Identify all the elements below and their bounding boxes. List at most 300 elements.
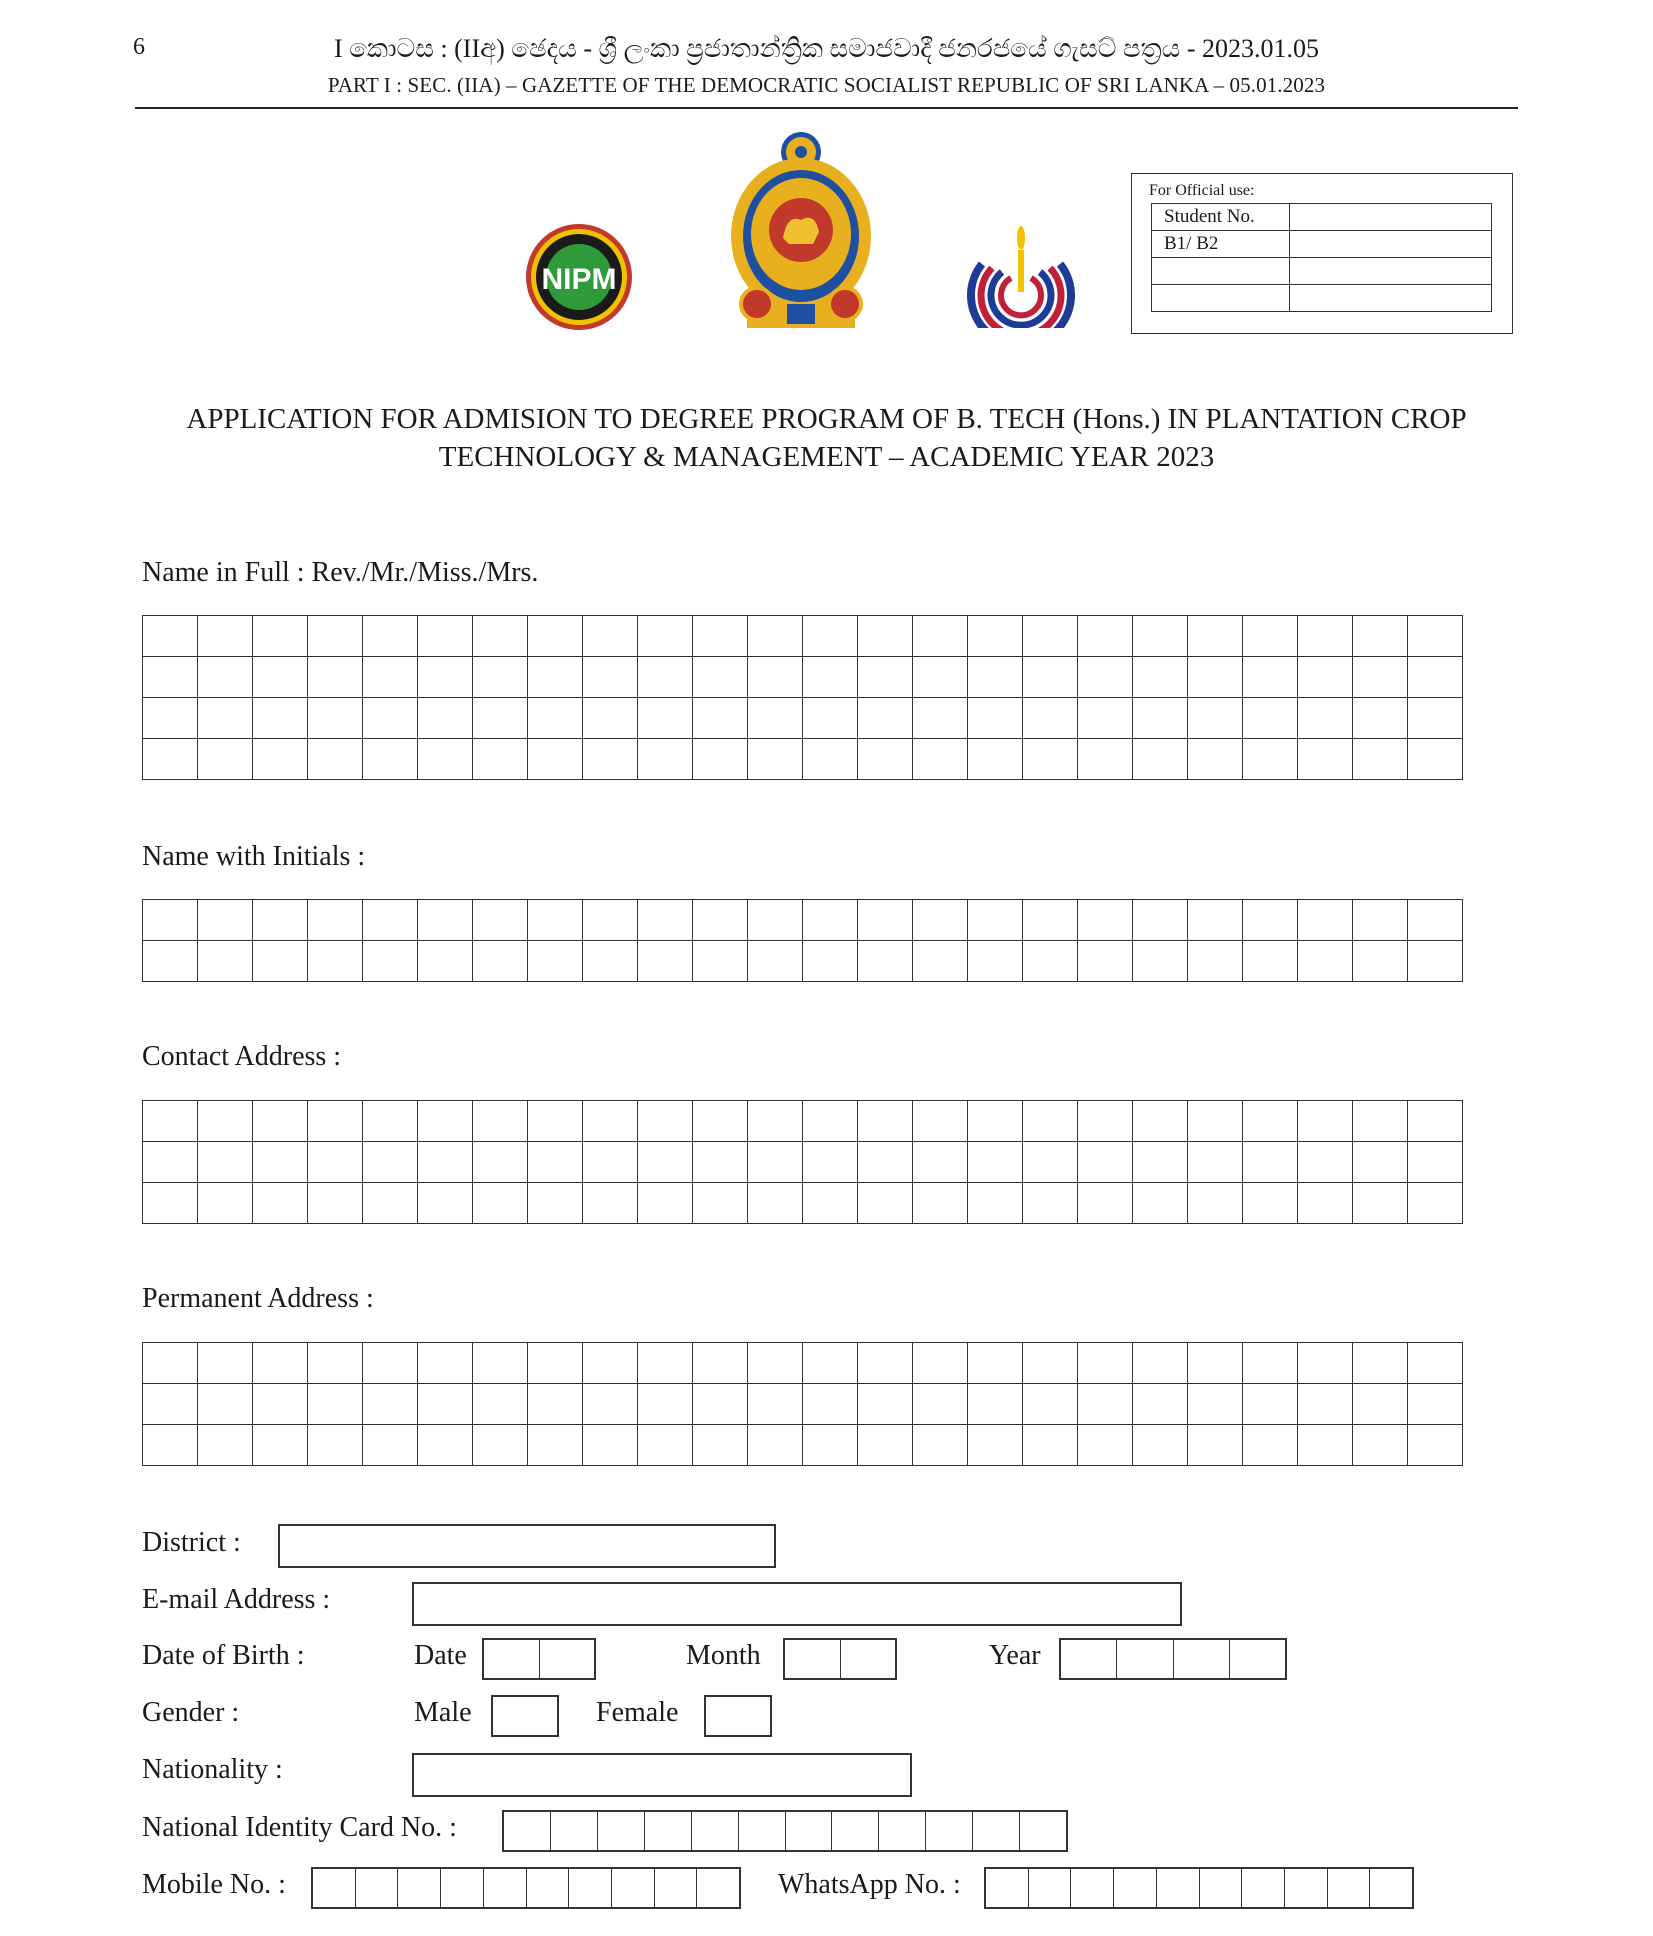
character-cell[interactable] <box>638 1384 693 1425</box>
character-cell[interactable] <box>693 941 748 982</box>
digit-cell[interactable] <box>568 1869 611 1907</box>
character-cell[interactable] <box>803 1183 858 1224</box>
character-cell[interactable] <box>1133 739 1188 780</box>
character-cell[interactable] <box>693 616 748 657</box>
digit-cell[interactable] <box>1070 1869 1113 1907</box>
character-cell[interactable] <box>1133 941 1188 982</box>
character-cell[interactable] <box>198 1343 253 1384</box>
character-cell[interactable] <box>1023 739 1078 780</box>
character-cell[interactable] <box>748 1425 803 1466</box>
character-cell[interactable] <box>418 1384 473 1425</box>
character-cell[interactable] <box>1243 1343 1298 1384</box>
character-cell[interactable] <box>363 698 418 739</box>
character-cell[interactable] <box>363 1142 418 1183</box>
character-cell[interactable] <box>748 900 803 941</box>
gender-male-checkbox[interactable] <box>491 1695 559 1737</box>
character-cell[interactable] <box>473 1142 528 1183</box>
character-cell[interactable] <box>253 698 308 739</box>
character-cell[interactable] <box>528 900 583 941</box>
character-cell[interactable] <box>363 1384 418 1425</box>
character-cell[interactable] <box>1188 1142 1243 1183</box>
character-cell[interactable] <box>1298 900 1353 941</box>
character-cell[interactable] <box>1298 739 1353 780</box>
character-cell[interactable] <box>858 1101 913 1142</box>
digit-cell[interactable] <box>611 1869 654 1907</box>
character-cell[interactable] <box>1188 698 1243 739</box>
digit-cell[interactable] <box>440 1869 483 1907</box>
character-cell[interactable] <box>1408 941 1463 982</box>
character-cell[interactable] <box>473 941 528 982</box>
character-cell[interactable] <box>198 616 253 657</box>
character-cell[interactable] <box>528 1343 583 1384</box>
character-cell[interactable] <box>253 657 308 698</box>
character-cell[interactable] <box>858 616 913 657</box>
character-cell[interactable] <box>1133 657 1188 698</box>
digit-cell[interactable] <box>785 1640 840 1678</box>
character-cell[interactable] <box>803 1384 858 1425</box>
character-cell[interactable] <box>913 1343 968 1384</box>
digit-cell[interactable] <box>840 1640 896 1678</box>
official-use-value[interactable] <box>1290 285 1492 312</box>
character-cell[interactable] <box>1298 1183 1353 1224</box>
digit-cell[interactable] <box>397 1869 440 1907</box>
character-cell[interactable] <box>1078 1101 1133 1142</box>
character-cell[interactable] <box>1243 657 1298 698</box>
character-cell[interactable] <box>913 616 968 657</box>
character-cell[interactable] <box>968 616 1023 657</box>
character-cell[interactable] <box>693 1425 748 1466</box>
character-cell[interactable] <box>913 900 968 941</box>
digit-cell[interactable] <box>1241 1869 1284 1907</box>
character-cell[interactable] <box>1353 900 1408 941</box>
character-cell[interactable] <box>638 900 693 941</box>
character-cell[interactable] <box>748 698 803 739</box>
digit-cell[interactable] <box>484 1640 539 1678</box>
digit-cell[interactable] <box>654 1869 697 1907</box>
character-cell[interactable] <box>638 739 693 780</box>
digit-cell[interactable] <box>1156 1869 1199 1907</box>
character-cell[interactable] <box>1023 1183 1078 1224</box>
character-cell[interactable] <box>528 739 583 780</box>
digit-cell[interactable] <box>1173 1640 1229 1678</box>
nic-field[interactable] <box>502 1810 1068 1852</box>
character-cell[interactable] <box>418 1425 473 1466</box>
character-cell[interactable] <box>253 1384 308 1425</box>
character-cell[interactable] <box>418 1183 473 1224</box>
character-cell[interactable] <box>1353 1384 1408 1425</box>
nationality-field[interactable] <box>412 1753 912 1797</box>
character-cell[interactable] <box>1133 1183 1188 1224</box>
digit-cell[interactable] <box>539 1640 595 1678</box>
character-cell[interactable] <box>1133 698 1188 739</box>
character-cell[interactable] <box>1298 1425 1353 1466</box>
character-cell[interactable] <box>583 941 638 982</box>
character-cell[interactable] <box>308 1384 363 1425</box>
character-cell[interactable] <box>1353 1101 1408 1142</box>
digit-cell[interactable] <box>972 1812 1019 1850</box>
character-cell[interactable] <box>583 657 638 698</box>
character-cell[interactable] <box>1023 1101 1078 1142</box>
character-cell[interactable] <box>1078 1183 1133 1224</box>
character-cell[interactable] <box>693 1183 748 1224</box>
character-cell[interactable] <box>1243 1142 1298 1183</box>
character-cell[interactable] <box>913 698 968 739</box>
character-cell[interactable] <box>143 657 198 698</box>
character-cell[interactable] <box>1188 1384 1243 1425</box>
character-cell[interactable] <box>1078 941 1133 982</box>
character-cell[interactable] <box>1133 900 1188 941</box>
character-cell[interactable] <box>528 941 583 982</box>
character-cell[interactable] <box>1023 1425 1078 1466</box>
character-cell[interactable] <box>473 1384 528 1425</box>
gender-female-checkbox[interactable] <box>704 1695 772 1737</box>
digit-cell[interactable] <box>550 1812 597 1850</box>
character-cell[interactable] <box>1188 657 1243 698</box>
character-cell[interactable] <box>1408 739 1463 780</box>
character-cell[interactable] <box>1408 1343 1463 1384</box>
official-use-value[interactable] <box>1290 258 1492 285</box>
character-cell[interactable] <box>1188 1183 1243 1224</box>
character-cell[interactable] <box>198 657 253 698</box>
character-cell[interactable] <box>968 1343 1023 1384</box>
character-cell[interactable] <box>1298 698 1353 739</box>
character-cell[interactable] <box>1133 1384 1188 1425</box>
character-cell[interactable] <box>968 657 1023 698</box>
character-cell[interactable] <box>583 1343 638 1384</box>
character-cell[interactable] <box>253 1142 308 1183</box>
character-cell[interactable] <box>308 1101 363 1142</box>
character-cell[interactable] <box>803 698 858 739</box>
character-cell[interactable] <box>968 900 1023 941</box>
character-cell[interactable] <box>143 1343 198 1384</box>
character-cell[interactable] <box>143 941 198 982</box>
character-cell[interactable] <box>1408 1101 1463 1142</box>
character-cell[interactable] <box>913 739 968 780</box>
character-cell[interactable] <box>528 657 583 698</box>
digit-cell[interactable] <box>526 1869 569 1907</box>
character-cell[interactable] <box>638 1425 693 1466</box>
character-cell[interactable] <box>583 616 638 657</box>
character-cell[interactable] <box>528 1101 583 1142</box>
character-cell[interactable] <box>143 1142 198 1183</box>
character-cell[interactable] <box>363 739 418 780</box>
digit-cell[interactable] <box>986 1869 1028 1907</box>
character-cell[interactable] <box>1243 941 1298 982</box>
character-cell[interactable] <box>143 1384 198 1425</box>
character-cell[interactable] <box>308 1142 363 1183</box>
character-cell[interactable] <box>1353 1343 1408 1384</box>
character-cell[interactable] <box>198 1425 253 1466</box>
character-cell[interactable] <box>528 1183 583 1224</box>
character-cell[interactable] <box>1188 1425 1243 1466</box>
character-cell[interactable] <box>748 1384 803 1425</box>
character-cell[interactable] <box>253 1183 308 1224</box>
character-cell[interactable] <box>693 1101 748 1142</box>
character-cell[interactable] <box>693 1142 748 1183</box>
character-cell[interactable] <box>913 1183 968 1224</box>
character-cell[interactable] <box>253 1425 308 1466</box>
character-cell[interactable] <box>803 616 858 657</box>
character-cell[interactable] <box>143 698 198 739</box>
character-cell[interactable] <box>1408 1183 1463 1224</box>
digit-cell[interactable] <box>696 1869 739 1907</box>
character-cell[interactable] <box>1023 1142 1078 1183</box>
character-cell[interactable] <box>583 1384 638 1425</box>
character-cell[interactable] <box>1023 616 1078 657</box>
character-cell[interactable] <box>1408 1384 1463 1425</box>
character-cell[interactable] <box>143 739 198 780</box>
character-cell[interactable] <box>308 616 363 657</box>
character-cell[interactable] <box>638 1142 693 1183</box>
character-cell[interactable] <box>308 1425 363 1466</box>
character-cell[interactable] <box>528 1425 583 1466</box>
character-cell[interactable] <box>858 941 913 982</box>
character-cell[interactable] <box>583 1425 638 1466</box>
character-cell[interactable] <box>308 739 363 780</box>
character-cell[interactable] <box>1078 1384 1133 1425</box>
character-cell[interactable] <box>1133 616 1188 657</box>
digit-cell[interactable] <box>1019 1812 1066 1850</box>
character-cell[interactable] <box>1023 657 1078 698</box>
character-cell[interactable] <box>748 1142 803 1183</box>
character-cell[interactable] <box>1023 941 1078 982</box>
dob-date-field[interactable] <box>482 1638 596 1680</box>
character-cell[interactable] <box>1078 1142 1133 1183</box>
character-cell[interactable] <box>363 1343 418 1384</box>
district-field[interactable] <box>278 1524 776 1568</box>
character-cell[interactable] <box>1243 616 1298 657</box>
character-cell[interactable] <box>363 1101 418 1142</box>
character-cell[interactable] <box>1353 1142 1408 1183</box>
character-cell[interactable] <box>968 941 1023 982</box>
character-cell[interactable] <box>968 1384 1023 1425</box>
character-cell[interactable] <box>968 1101 1023 1142</box>
character-cell[interactable] <box>363 941 418 982</box>
character-cell[interactable] <box>583 1183 638 1224</box>
character-cell[interactable] <box>803 1343 858 1384</box>
character-cell[interactable] <box>858 900 913 941</box>
character-cell[interactable] <box>143 616 198 657</box>
character-cell[interactable] <box>1353 739 1408 780</box>
character-cell[interactable] <box>1298 1142 1353 1183</box>
character-cell[interactable] <box>1188 900 1243 941</box>
character-cell[interactable] <box>1408 698 1463 739</box>
character-cell[interactable] <box>968 1183 1023 1224</box>
character-cell[interactable] <box>198 941 253 982</box>
character-cell[interactable] <box>748 739 803 780</box>
character-cell[interactable] <box>1078 739 1133 780</box>
digit-cell[interactable] <box>785 1812 832 1850</box>
character-cell[interactable] <box>638 941 693 982</box>
character-cell[interactable] <box>1188 616 1243 657</box>
character-cell[interactable] <box>693 739 748 780</box>
character-cell[interactable] <box>1023 1343 1078 1384</box>
mobile-field[interactable] <box>311 1867 741 1909</box>
name-initials-grid[interactable] <box>142 899 1463 982</box>
email-field[interactable] <box>412 1582 1182 1626</box>
character-cell[interactable] <box>803 657 858 698</box>
character-cell[interactable] <box>1243 1183 1298 1224</box>
character-cell[interactable] <box>308 941 363 982</box>
digit-cell[interactable] <box>925 1812 972 1850</box>
character-cell[interactable] <box>1298 1101 1353 1142</box>
character-cell[interactable] <box>473 900 528 941</box>
character-cell[interactable] <box>858 739 913 780</box>
digit-cell[interactable] <box>1284 1869 1327 1907</box>
character-cell[interactable] <box>858 657 913 698</box>
digit-cell[interactable] <box>878 1812 925 1850</box>
character-cell[interactable] <box>638 1343 693 1384</box>
digit-cell[interactable] <box>1113 1869 1156 1907</box>
character-cell[interactable] <box>418 739 473 780</box>
character-cell[interactable] <box>1353 1425 1408 1466</box>
character-cell[interactable] <box>418 1101 473 1142</box>
character-cell[interactable] <box>748 1343 803 1384</box>
character-cell[interactable] <box>1353 616 1408 657</box>
character-cell[interactable] <box>253 739 308 780</box>
character-cell[interactable] <box>748 616 803 657</box>
character-cell[interactable] <box>308 657 363 698</box>
character-cell[interactable] <box>1353 698 1408 739</box>
character-cell[interactable] <box>968 1142 1023 1183</box>
character-cell[interactable] <box>528 1142 583 1183</box>
character-cell[interactable] <box>858 698 913 739</box>
digit-cell[interactable] <box>355 1869 398 1907</box>
character-cell[interactable] <box>198 739 253 780</box>
character-cell[interactable] <box>913 1142 968 1183</box>
character-cell[interactable] <box>1078 900 1133 941</box>
character-cell[interactable] <box>308 1343 363 1384</box>
character-cell[interactable] <box>143 1101 198 1142</box>
character-cell[interactable] <box>1353 657 1408 698</box>
character-cell[interactable] <box>1408 1425 1463 1466</box>
character-cell[interactable] <box>198 1142 253 1183</box>
character-cell[interactable] <box>693 900 748 941</box>
character-cell[interactable] <box>913 941 968 982</box>
character-cell[interactable] <box>858 1425 913 1466</box>
character-cell[interactable] <box>418 1142 473 1183</box>
character-cell[interactable] <box>968 1425 1023 1466</box>
character-cell[interactable] <box>198 900 253 941</box>
character-cell[interactable] <box>1298 1343 1353 1384</box>
digit-cell[interactable] <box>504 1812 550 1850</box>
character-cell[interactable] <box>308 698 363 739</box>
character-cell[interactable] <box>253 900 308 941</box>
character-cell[interactable] <box>1298 1384 1353 1425</box>
character-cell[interactable] <box>1298 657 1353 698</box>
digit-cell[interactable] <box>1199 1869 1242 1907</box>
character-cell[interactable] <box>583 1142 638 1183</box>
character-cell[interactable] <box>528 698 583 739</box>
character-cell[interactable] <box>1298 616 1353 657</box>
character-cell[interactable] <box>363 900 418 941</box>
digit-cell[interactable] <box>831 1812 878 1850</box>
character-cell[interactable] <box>638 698 693 739</box>
character-cell[interactable] <box>858 1384 913 1425</box>
digit-cell[interactable] <box>1369 1869 1412 1907</box>
character-cell[interactable] <box>1023 900 1078 941</box>
character-cell[interactable] <box>748 1101 803 1142</box>
character-cell[interactable] <box>473 739 528 780</box>
character-cell[interactable] <box>1243 698 1298 739</box>
character-cell[interactable] <box>693 657 748 698</box>
character-cell[interactable] <box>198 1384 253 1425</box>
character-cell[interactable] <box>308 900 363 941</box>
character-cell[interactable] <box>1023 698 1078 739</box>
character-cell[interactable] <box>1188 1343 1243 1384</box>
character-cell[interactable] <box>1078 657 1133 698</box>
character-cell[interactable] <box>528 1384 583 1425</box>
character-cell[interactable] <box>363 1183 418 1224</box>
character-cell[interactable] <box>143 1425 198 1466</box>
character-cell[interactable] <box>803 941 858 982</box>
character-cell[interactable] <box>418 1343 473 1384</box>
character-cell[interactable] <box>473 1101 528 1142</box>
digit-cell[interactable] <box>1327 1869 1370 1907</box>
character-cell[interactable] <box>968 698 1023 739</box>
character-cell[interactable] <box>308 1183 363 1224</box>
character-cell[interactable] <box>1133 1142 1188 1183</box>
character-cell[interactable] <box>913 1101 968 1142</box>
character-cell[interactable] <box>473 698 528 739</box>
character-cell[interactable] <box>198 1183 253 1224</box>
character-cell[interactable] <box>1078 1343 1133 1384</box>
character-cell[interactable] <box>858 1183 913 1224</box>
character-cell[interactable] <box>473 1425 528 1466</box>
character-cell[interactable] <box>913 1384 968 1425</box>
character-cell[interactable] <box>913 657 968 698</box>
character-cell[interactable] <box>1188 941 1243 982</box>
digit-cell[interactable] <box>1061 1640 1116 1678</box>
character-cell[interactable] <box>693 1343 748 1384</box>
name-full-grid[interactable] <box>142 615 1463 780</box>
character-cell[interactable] <box>1408 1142 1463 1183</box>
character-cell[interactable] <box>803 900 858 941</box>
character-cell[interactable] <box>748 657 803 698</box>
character-cell[interactable] <box>363 616 418 657</box>
character-cell[interactable] <box>473 1343 528 1384</box>
character-cell[interactable] <box>1188 1101 1243 1142</box>
character-cell[interactable] <box>803 1142 858 1183</box>
character-cell[interactable] <box>1353 1183 1408 1224</box>
character-cell[interactable] <box>858 1343 913 1384</box>
character-cell[interactable] <box>528 616 583 657</box>
character-cell[interactable] <box>253 1343 308 1384</box>
digit-cell[interactable] <box>483 1869 526 1907</box>
permanent-address-grid[interactable] <box>142 1342 1463 1466</box>
digit-cell[interactable] <box>1028 1869 1071 1907</box>
character-cell[interactable] <box>418 900 473 941</box>
character-cell[interactable] <box>253 941 308 982</box>
digit-cell[interactable] <box>738 1812 785 1850</box>
character-cell[interactable] <box>473 1183 528 1224</box>
character-cell[interactable] <box>1243 900 1298 941</box>
character-cell[interactable] <box>638 1183 693 1224</box>
character-cell[interactable] <box>803 1101 858 1142</box>
digit-cell[interactable] <box>644 1812 691 1850</box>
character-cell[interactable] <box>1243 1425 1298 1466</box>
character-cell[interactable] <box>748 1183 803 1224</box>
character-cell[interactable] <box>418 941 473 982</box>
character-cell[interactable] <box>1408 900 1463 941</box>
character-cell[interactable] <box>198 698 253 739</box>
character-cell[interactable] <box>473 616 528 657</box>
character-cell[interactable] <box>748 941 803 982</box>
character-cell[interactable] <box>418 616 473 657</box>
character-cell[interactable] <box>1133 1425 1188 1466</box>
character-cell[interactable] <box>253 616 308 657</box>
character-cell[interactable] <box>1353 941 1408 982</box>
